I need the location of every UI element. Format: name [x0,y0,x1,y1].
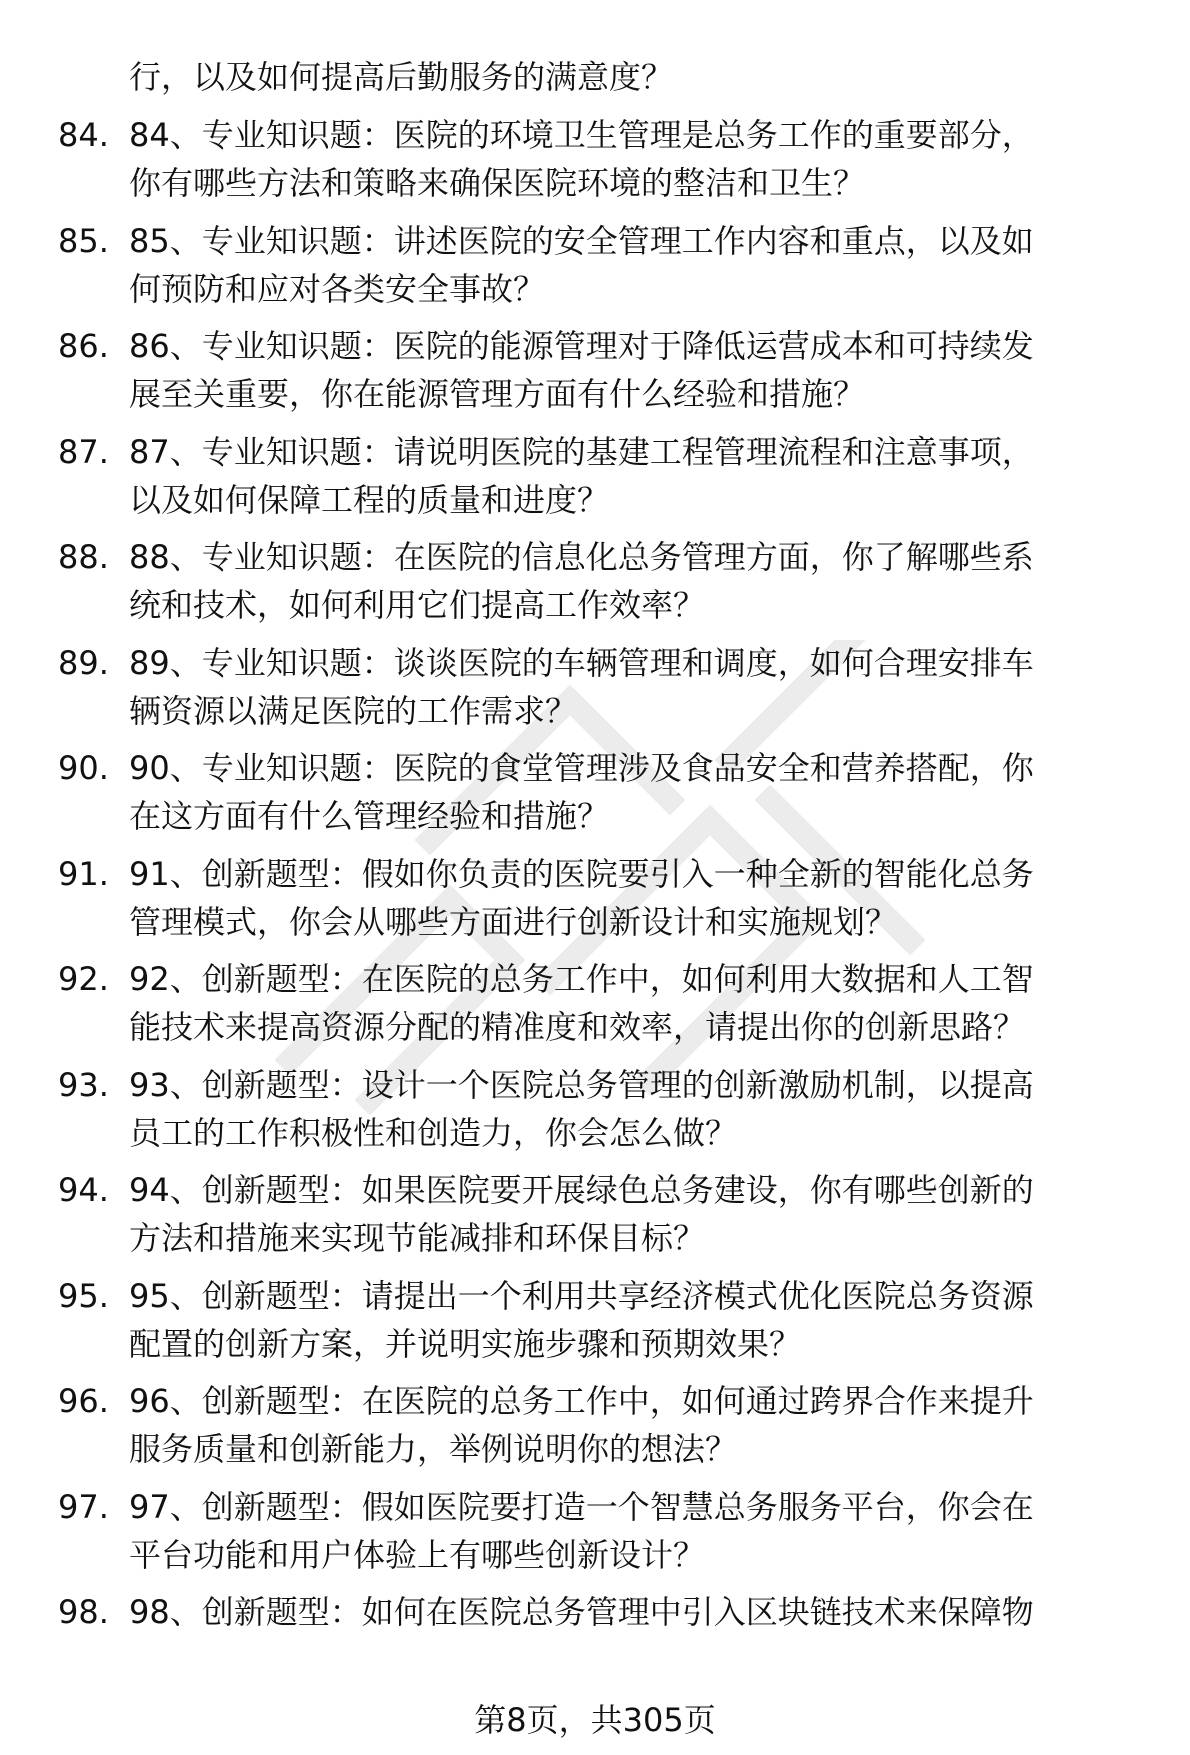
question-text-line1: 86、专业知识题：医院的能源管理对于降低运营成本和可持续发 [129,327,1034,365]
question-item [0,1482,1190,1588]
question-item [0,743,1190,849]
question-number: 84. [58,116,109,154]
question-number: 92. [58,960,109,998]
question-number: 97. [58,1487,109,1526]
question-number: 85. [58,221,109,260]
question-number: 90. [58,749,109,787]
question-text-line1: 96、创新题型：在医院的总务工作中，如何通过跨界合作来提升 [129,1382,1034,1420]
question-text-line1: 94、创新题型：如果医院要开展绿色总务建设，你有哪些创新的 [129,1171,1034,1209]
question-text-line1: 85、专业知识题：讲述医院的安全管理工作内容和重点，以及如 [129,221,1034,260]
continuation-line: 行，以及如何提高后勤服务的满意度？ [129,58,674,96]
question-text-line2: 在这方面有什么管理经验和措施？ [129,797,610,835]
question-number: 87. [58,432,109,471]
question-item [0,1165,1190,1271]
question-number: 98. [58,1593,109,1631]
question-text-line1: 93、创新题型：设计一个医院总务管理的创新激励机制，以提高 [129,1065,1034,1104]
question-item [0,1271,1190,1377]
question-text-line1: 87、专业知识题：请说明医院的基建工程管理流程和注意事项， [129,432,1034,471]
page-footer: 第8页，共305页 [474,1701,716,1739]
question-text-line1: 84、专业知识题：医院的环境卫生管理是总务工作的重要部分， [129,116,1034,154]
question-text-line1: 88、专业知识题：在医院的信息化总务管理方面，你了解哪些系 [129,538,1034,576]
question-number: 96. [58,1382,109,1420]
question-text-line2: 能技术来提高资源分配的精准度和效率，请提出你的创新思路？ [129,1008,1026,1046]
question-text-line2: 服务质量和创新能力，举例说明你的想法？ [129,1430,738,1468]
question-text-line2: 方法和措施来实现节能减排和环保目标？ [129,1219,706,1257]
question-text-line1: 91、创新题型：假如你负责的医院要引入一种全新的智能化总务 [129,854,1034,893]
question-text-line2: 管理模式，你会从哪些方面进行创新设计和实施规划？ [129,902,898,941]
question-text-line1: 90、专业知识题：医院的食堂管理涉及食品安全和营养搭配，你 [129,749,1034,787]
question-text-line1: 97、创新题型：假如医院要打造一个智慧总务服务平台，你会在 [129,1487,1034,1526]
question-text-line2: 展至关重要，你在能源管理方面有什么经验和措施？ [129,375,866,413]
question-text-line2: 以及如何保障工程的质量和进度？ [129,480,610,519]
question-text-line2: 平台功能和用户体验上有哪些创新设计？ [129,1535,706,1574]
question-text-line2: 统和技术，如何利用它们提高工作效率？ [129,586,706,624]
question-item [0,1060,1190,1166]
question-text-line1: 89、专业知识题：谈谈医院的车辆管理和调度，如何合理安排车 [129,643,1034,682]
question-text-line2: 辆资源以满足医院的工作需求？ [129,691,578,730]
question-number: 94. [58,1171,109,1209]
question-number: 95. [58,1276,109,1315]
question-number: 89. [58,643,109,682]
question-text-line1: 92、创新题型：在医院的总务工作中，如何利用大数据和人工智 [129,960,1034,998]
question-text-line2: 你有哪些方法和策略来确保医院环境的整洁和卫生？ [129,164,866,202]
question-item [0,1587,1190,1693]
question-number: 88. [58,538,109,576]
question-item [0,1376,1190,1482]
question-number: 93. [58,1065,109,1104]
question-text-line2: 何预防和应对各类安全事故？ [129,269,546,308]
question-item [0,532,1190,638]
question-item [0,849,1190,955]
question-text-line2: 配置的创新方案，并说明实施步骤和预期效果？ [129,1324,802,1363]
question-text-line2: 员工的工作积极性和创造力，你会怎么做？ [129,1113,738,1152]
question-item [0,954,1190,1060]
question-number: 86. [58,327,109,365]
question-list [0,110,1190,1693]
question-item [0,216,1190,322]
question-item [0,638,1190,744]
question-item [0,110,1190,216]
question-item [0,321,1190,427]
question-text-line1: 98、创新题型：如何在医院总务管理中引入区块链技术来保障物 [129,1593,1034,1631]
question-item [0,427,1190,533]
question-text-line1: 95、创新题型：请提出一个利用共享经济模式优化医院总务资源 [129,1276,1034,1315]
question-number: 91. [58,854,109,893]
